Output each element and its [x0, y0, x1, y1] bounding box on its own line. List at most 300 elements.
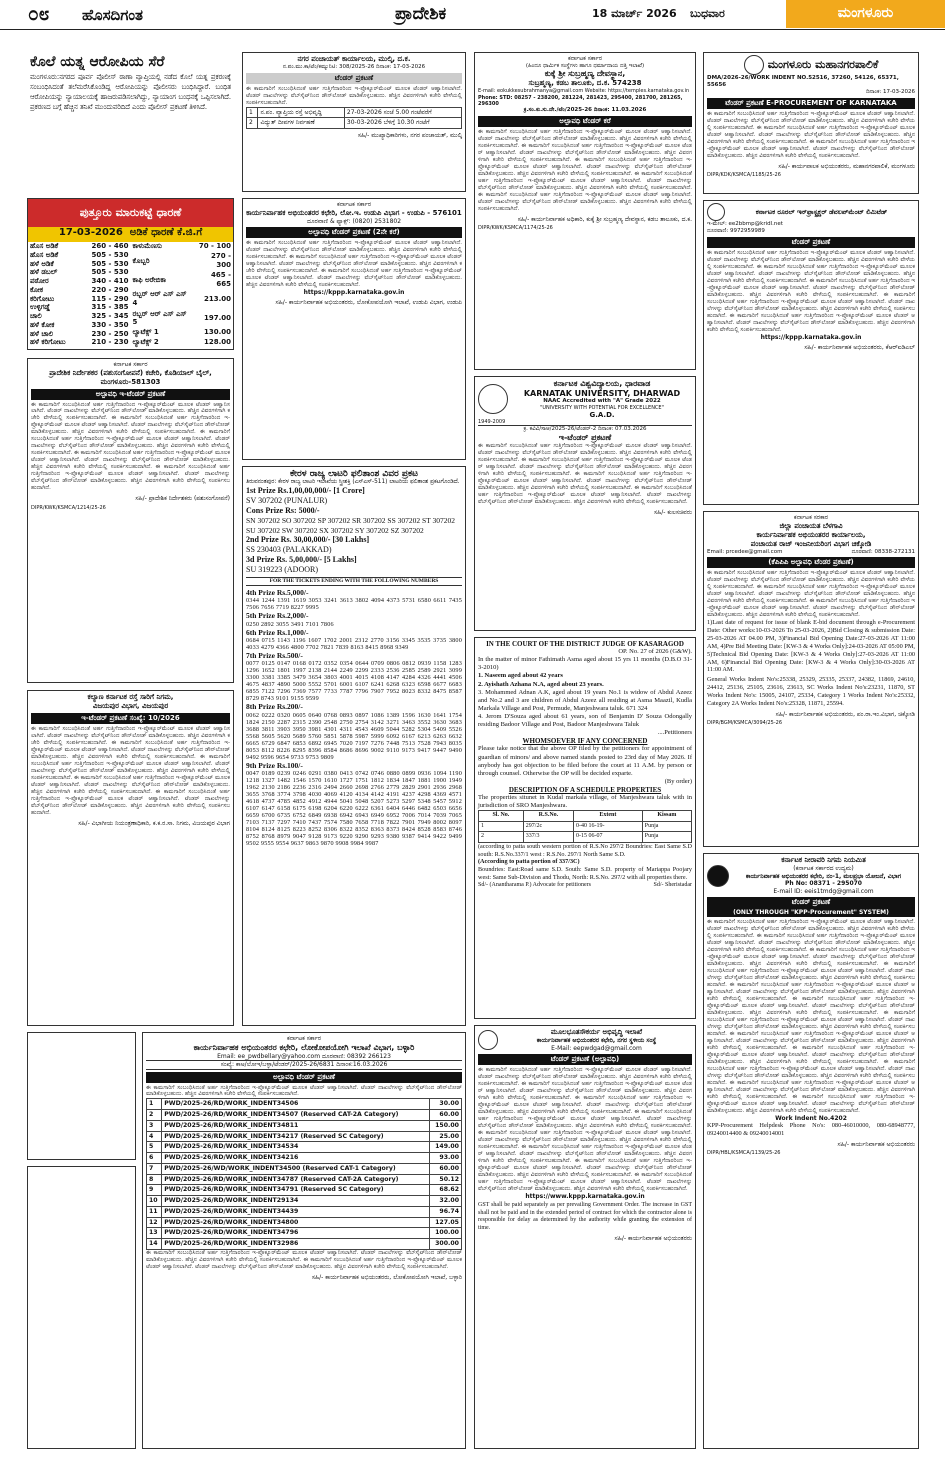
table-cell: 8 — [147, 1174, 162, 1185]
notice-date: ದಿನಾಂಕ: 17-03-2026 — [865, 88, 915, 95]
first-prize: 1st Prize Rs.1,00,00,000/- [1 Crore] — [246, 486, 365, 496]
table-row — [131, 290, 234, 309]
news-headline: ಕೊಲೆ ಯತ್ನ ಆರೋಪಿಯ ಸೆರೆ — [30, 54, 165, 70]
table-row — [147, 1163, 462, 1174]
table-row — [479, 832, 692, 843]
schedule-table — [478, 810, 692, 843]
notice-band: ಟೆಂಡರ್ ಪ್ರಕಟಣೆ — [707, 237, 915, 248]
notice-ref: ಸಂಖ್ಯೆ: ಕಾಅ/ಲೋಇ/ಬಳ್ಳಾ/ಟೆಂಡರ್/2025-26/6831 ದಿನಾಂಕ:16.03.2026 — [146, 1060, 462, 1070]
notice-signature: ಸಹಿ/- ಕಾರ್ಯಪಾಲಕ ಅಭಿಯಂತರರು, ಮಹಾನಗರಪಾಲಿಕೆ, ಮಂಗಳೂರು — [778, 162, 915, 170]
notice-kukke-temple — [474, 52, 696, 370]
table-header-cell: Kissam — [642, 811, 691, 822]
table-row — [147, 1142, 462, 1153]
table-cell: PWD/2025-26/RD/WORK_INDENT34217 (Reserved SC Category) — [162, 1131, 429, 1142]
table-cell: ಕೋಕ — [30, 285, 44, 294]
notice-table — [246, 107, 462, 129]
table-cell: Punja — [642, 821, 691, 832]
notice-address: ಸುಬ್ರಹ್ಮಣ್ಯ, ಕಡಬ ತಾಲೂಕು, ದ.ಕ. 574238 — [528, 79, 642, 88]
table-cell: PWD/2025-26/RD/WORK_INDENT34811 — [162, 1120, 429, 1131]
table-cell: PWD/2025-26/RD/WORK_INDENT34796 — [162, 1228, 429, 1239]
market-table-right — [131, 242, 234, 347]
notice-zp-belagavi — [703, 511, 919, 847]
table-cell: 30-03-2026 ಬೆಳಿಗ್ಗೆ 10.30 ಗಂಟೆಗೆ — [344, 118, 461, 129]
notice-signature: ಸಹಿ/- ಕಾರ್ಯನಿರ್ವಾಹಕ ಅಧಿಕಾರಿ, ಕುಕ್ಕೆ ಶ್ರೀ ಸುಬ್ರಹ್ಮಣ್ಯ ದೇವಸ್ಥಾನ, ಕಡಬ ತಾಲೂಕು, ದ.ಕ. — [517, 215, 692, 223]
table-cell: Punja — [642, 832, 691, 843]
table-cell: 30.00 — [429, 1099, 461, 1110]
notice-title: ಕಾರ್ಯನಿರ್ವಾಹಕ ಅಭಿಯಂತರರ ಕಛೇರಿ, ಲೋಕೋಪಯೋಗಿ ಇಲಾಖೆ ವಿಭಾಗ, ಬಳ್ಳಾರಿ — [193, 1042, 415, 1052]
table-cell: ರಬ್ಬರ್ ಆರ್ ಎಸ್ ಎಸ್ 4 — [132, 290, 187, 308]
notice-body: ಈ ಕಾಮಗಾರಿಗೆ ಸಂಬಂಧಿಸಿದಂತೆ ಅರ್ಹ ಗುತ್ತಿಗೆದಾರರಿಂದ ಇ-ಪ್ರೊಕ್ಯೂರ್‌ಮೆಂಟ್ ಮೂಲಕ ಟೆಂಡರ್ ಆಹ್ವಾನಿಸಲಾಗಿದೆ. ಟೆಂಡರ್ ದಾಖಲೆಗಳನ್ನು ವೆಬ್‌ಸೈಟ್‌ನಿಂದ ಡೌನ್‌ಲೋಡ್ ಮಾಡಿಕೊಳ್ಳಬಹುದು. ಹೆಚ್ಚಿನ ವಿವರಗಳಿಗಾಗಿ ಕಚೇರಿ ವೇಳೆಯಲ್ಲಿ ಸಂಪರ್ಕಿಸಬಹುದಾಗಿದೆ. ಈ ಕಾಮಗಾರಿಗೆ ಸಂಬಂಧಿಸಿದಂತೆ ಅರ್ಹ ಗುತ್ತಿಗೆದಾರರಿಂದ ಇ-ಪ್ರೊಕ್ಯೂರ್‌ಮೆಂಟ್ ಮೂಲಕ ಟೆಂಡರ್ ಆಹ್ವಾನಿಸಲಾಗಿದೆ. ಟೆಂಡರ್ ದಾಖಲೆಗಳನ್ನು ವೆಬ್‌ಸೈಟ್‌ನಿಂದ ಡೌನ್‌ಲೋಡ್ ಮಾಡಿಕೊಳ್ಳಬಹುದು. ಹೆಚ್ಚಿನ ವಿವರಗಳಿಗಾಗಿ ಕಚೇರಿ ವೇಳೆಯಲ್ಲಿ ಸಂಪರ್ಕಿಸಬಹುದಾಗಿದೆ. ಈ ಕಾಮಗಾರಿಗೆ ಸಂಬಂಧಿಸಿದಂತೆ ಅರ್ಹ ಗುತ್ತಿಗೆದಾರರಿಂದ ಇ-ಪ್ರೊಕ್ಯೂರ್‌ಮೆಂಟ್ ಮೂಲಕ ಟೆಂಡರ್ ಆಹ್ವಾನಿಸಲಾಗಿದೆ. ಟೆಂಡರ್ ದಾಖಲೆಗಳನ್ನು ವೆಬ್‌ಸೈಟ್‌ನಿಂದ ಡೌನ್‌ಲೋಡ್ ಮಾಡಿಕೊಳ್ಳಬಹುದು. ಹೆಚ್ಚಿನ ವಿವರಗಳಿಗಾಗಿ ಕಚೇರಿ ವೇಳೆಯಲ್ಲಿ ಸಂಪರ್ಕಿಸಬಹುದಾಗಿದೆ. ಈ ಕಾಮಗಾರಿಗೆ ಸಂಬಂಧಿಸಿದಂತೆ ಅರ್ಹ ಗುತ್ತಿಗೆದಾರರಿಂದ ಇ-ಪ್ರೊಕ್ಯೂರ್‌ಮೆಂಟ್ ಮೂಲಕ ಟೆಂಡರ್ ಆಹ್ವಾನಿಸಲಾಗಿದೆ. ಟೆಂಡರ್ ದಾಖಲೆಗಳನ್ನು ವೆಬ್‌ಸೈಟ್‌ನಿಂದ ಡೌನ್‌ಲೋಡ್ ಮಾಡಿಕೊಳ್ಳಬಹುದು. ಹೆಚ್ಚಿನ ವಿವರಗಳಿಗಾಗಿ ಕಚೇರಿ ವೇಳೆಯಲ್ಲಿ ಸಂಪರ್ಕಿಸಬಹುದಾಗಿದೆ. ಈ ಕಾಮಗಾರಿಗೆ ಸಂಬಂಧಿಸಿದಂತೆ ಅರ್ಹ ಗುತ್ತಿಗೆದಾರರಿಂದ ಇ-ಪ್ರೊಕ್ಯೂರ್‌ಮೆಂಟ್ ಮೂಲಕ ಟೆಂಡರ್ ಆಹ್ವಾನಿಸಲಾಗಿದೆ. ಟೆಂಡರ್ ದಾಖಲೆಗಳನ್ನು ವೆಬ್‌ಸೈಟ್‌ನಿಂದ ಡೌನ್‌ಲೋಡ್ ಮಾಡಿಕೊಳ್ಳಬಹುದು. ಹೆಚ್ಚಿನ ವಿವರಗಳಿಗಾಗಿ ಕಚೇರಿ ವೇಳೆಯಲ್ಲಿ ಸಂಪರ್ಕಿಸಬಹುದಾಗಿದೆ. — [31, 401, 230, 492]
notice-animal-husbandry — [27, 358, 234, 683]
table-cell: 70 - 100 — [198, 242, 231, 251]
table-cell: 115 - 290 — [91, 294, 129, 303]
party-3: 3. Mohammed Adnan A.K, aged about 19 years No.1 is widow of Abdul Azeez and No.2 and 3 are children of Abdul Azeez all residing at Asma Maazil, Kudla Markala Village and Post, Permude, Manjeshwara taluk. 671 324 — [478, 688, 692, 712]
table-cell: PWD/2025-26/RD/WORK_INDENT34800 — [162, 1217, 429, 1228]
table-cell: 127.05 — [429, 1217, 461, 1228]
table-cell: 14 — [147, 1239, 162, 1250]
table-cell: 60.00 — [429, 1163, 461, 1174]
notice-ref: ಕ್ರ.ಸಂ.ಕು.ಸು.ದೇ./ಟೆಂ/2025-26 ದಿನಾಂಕ: 11.03.2026 — [523, 107, 647, 114]
notice-ref: DIPR/KWK/KSMCA/1214/25-26 — [31, 504, 106, 511]
notice-mulki — [242, 52, 466, 192]
cons-prize: Cons Prize Rs: 5000/- — [246, 506, 320, 516]
table-cell: PWD/2025-26/RD/WORK_INDENT34791 (Reserved SC Category) — [162, 1185, 429, 1196]
established: 1949-2009 — [478, 419, 506, 426]
table-row — [479, 821, 692, 832]
table-cell: ಲ್ಯಾಟೆಕ್ಸ್ 2 — [132, 337, 159, 346]
table-cell: 0-15 06-07 — [574, 832, 643, 843]
notice-intro: ಈ ಕಾಮಗಾರಿಗೆ ಸಂಬಂಧಿಸಿದಂತೆ ಅರ್ಹ ಗುತ್ತಿಗೆದಾರರಿಂದ ಇ-ಪ್ರೊಕ್ಯೂರ್‌ಮೆಂಟ್ ಮೂಲಕ ಟೆಂಡರ್ ಆಹ್ವಾನಿಸಲಾಗಿದೆ. ಟೆಂಡರ್ ದಾಖಲೆಗಳನ್ನು ವೆಬ್‌ಸೈಟ್‌ನಿಂದ ಡೌನ್‌ಲೋಡ್ ಮಾಡಿಕೊಳ್ಳಬಹುದು. ಹೆಚ್ಚಿನ ವಿವರಗಳಿಗಾಗಿ ಕಚೇರಿ ವೇಳೆಯಲ್ಲಿ ಸಂಪರ್ಕಿಸಬಹುದಾಗಿದೆ. — [146, 1084, 462, 1098]
cons-prize-nos: SN 307202 SO 307202 SP 307202 SR 307202 SS 307202 ST 307202 SU 307202 SW 307202 SX 307202 SY 307202 SZ 307202 — [246, 516, 455, 535]
lottery-title: ಕೇರಳ ರಾಜ್ಯ ಲಾಟರಿ ಫಲಿತಾಂಶ ವಿವರ ಪ್ರಕಟ — [290, 469, 418, 479]
table-row — [147, 1174, 462, 1185]
schedule-details: 1)Last date of request for issue of blank E-bid document through e-Procurement Date: Other works:10-03-2026 To 25-03-2026, 2)Bid Closing & submission Date: 25-03-2026 AT 04.00 PM, 3)Financial Bid Opening Date:27-03-2026 AT 11:00 AM, 4)Pre Bid Meeting Date: [KW-3 & 4 Works Only]:24-03-2026 AT 05:00 PM, 5)Technical Bid Opening Date: [KW-3 & 4 Works Only]:27-03-2026 AT 11:00 AM, 6)Financial Bid Opening Date: [KW-3 & 4 Works Only]:30-03-2026 AT 11:00 AM. — [707, 619, 915, 674]
issue-date: 18 ಮಾರ್ಚ್ 2026 — [592, 7, 677, 20]
table-row — [28, 295, 131, 304]
notice-signature: ಸಹಿ/- ಮುಖ್ಯಾಧಿಕಾರಿಗಳು, ನಗರ ಪಂಚಾಯತ್, ಮುಲ್ಕಿ — [357, 131, 462, 139]
table-row — [28, 286, 131, 295]
notice-body: ಈ ಕಾಮಗಾರಿಗೆ ಸಂಬಂಧಿಸಿದಂತೆ ಅರ್ಹ ಗುತ್ತಿಗೆದಾರರಿಂದ ಇ-ಪ್ರೊಕ್ಯೂರ್‌ಮೆಂಟ್ ಮೂಲಕ ಟೆಂಡರ್ ಆಹ್ವಾನಿಸಲಾಗಿದೆ. ಟೆಂಡರ್ ದಾಖಲೆಗಳನ್ನು ವೆಬ್‌ಸೈಟ್‌ನಿಂದ ಡೌನ್‌ಲೋಡ್ ಮಾಡಿಕೊಳ್ಳಬಹುದು. ಹೆಚ್ಚಿನ ವಿವರಗಳಿಗಾಗಿ ಕಚೇರಿ ವೇಳೆಯಲ್ಲಿ ಸಂಪರ್ಕಿಸಬಹುದಾಗಿದೆ. ಈ ಕಾಮಗಾರಿಗೆ ಸಂಬಂಧಿಸಿದಂತೆ ಅರ್ಹ ಗುತ್ತಿಗೆದಾರರಿಂದ ಇ-ಪ್ರೊಕ್ಯೂರ್‌ಮೆಂಟ್ ಮೂಲಕ ಟೆಂಡರ್ ಆಹ್ವಾನಿಸಲಾಗಿದೆ. ಟೆಂಡರ್ ದಾಖಲೆಗಳನ್ನು ವೆಬ್‌ಸೈಟ್‌ನಿಂದ ಡೌನ್‌ಲೋಡ್ ಮಾಡಿಕೊಳ್ಳಬಹುದು. ಹೆಚ್ಚಿನ ವಿವರಗಳಿಗಾಗಿ ಕಚೇರಿ ವೇಳೆಯಲ್ಲಿ ಸಂಪರ್ಕಿಸಬಹುದಾಗಿದೆ. ಈ ಕಾಮಗಾರಿಗೆ ಸಂಬಂಧಿಸಿದಂತೆ ಅರ್ಹ ಗುತ್ತಿಗೆದಾರರಿಂದ ಇ-ಪ್ರೊಕ್ಯೂರ್‌ಮೆಂಟ್ ಮೂಲಕ ಟೆಂಡರ್ ಆಹ್ವಾನಿಸಲಾಗಿದೆ. ಟೆಂಡರ್ ದಾಖಲೆಗಳನ್ನು ವೆಬ್‌ಸೈಟ್‌ನಿಂದ ಡೌನ್‌ಲೋಡ್ ಮಾಡಿಕೊಳ್ಳಬಹುದು. ಹೆಚ್ಚಿನ ವಿವರಗಳಿಗಾಗಿ ಕಚೇರಿ ವೇಳೆಯಲ್ಲಿ ಸಂಪರ್ಕಿಸಬಹುದಾಗಿದೆ. ಈ ಕಾಮಗಾರಿಗೆ ಸಂಬಂಧಿಸಿದಂತೆ ಅರ್ಹ ಗುತ್ತಿಗೆದಾರರಿಂದ ಇ-ಪ್ರೊಕ್ಯೂರ್‌ಮೆಂಟ್ ಮೂಲಕ ಟೆಂಡರ್ ಆಹ್ವಾನಿಸಲಾಗಿದೆ. ಟೆಂಡರ್ ದಾಖಲೆಗಳನ್ನು ವೆಬ್‌ಸೈಟ್‌ನಿಂದ ಡೌನ್‌ಲೋಡ್ ಮಾಡಿಕೊಳ್ಳಬಹುದು. ಹೆಚ್ಚಿನ ವಿವರಗಳಿಗಾಗಿ ಕಚೇರಿ ವೇಳೆಯಲ್ಲಿ ಸಂಪರ್ಕಿಸಬಹುದಾಗಿದೆ. — [478, 443, 692, 506]
notice-head: ಕರ್ನಾಟಕ ಸರ್ಕಾರ — [336, 201, 372, 208]
table-row — [147, 1120, 462, 1131]
table-cell: ಹೊಸ ಅಡಿಕೆ — [30, 242, 59, 250]
notice-band: ಟೆಂಡರ್ ಪ್ರಕಟಣೆ E-PROCUREMENT OF KARNATAKA — [707, 98, 915, 109]
boundaries-3: Boundries: East:Road same S.D. South: Same S.D. property of Mariappa Poojary west: Same Sub-Division and Thodu, North: R.S.No. 297/2 with all properties there. — [478, 866, 692, 881]
party-4: 4. Jerom D'Souza aged about 61 years, son of Benjamin D' Souza Odongally residing Badoor Village and Post, Badoor Manjeshwara Taluk — [478, 713, 692, 729]
notice-band: ಅಲ್ಪಾವಧಿ ಟೆಂಡರ್ ಪ್ರಕಟಣೆ — [146, 1072, 462, 1083]
notice-signature: ಸಹಿ/- ವಿಭಾಗೀಯ ನಿಯಂತ್ರಣಾಧಿಕಾರಿ, ಕ.ಕ.ರ.ಸಾ. ನಿಗಮ, ವಿಜಯಪುರ ವಿಭಾಗ — [78, 819, 230, 827]
sheristadar: Sd/- Sheristadar — [653, 881, 692, 888]
notice-signature: ಸಹಿ/- ಕಾರ್ಯನಿರ್ವಾಹಕ ಅಭಿಯಂತರರು, ಲೋಕೋಪಯೋಗಿ ಇಲಾಖೆ, ಬಳ್ಳಾರಿ — [311, 1273, 462, 1281]
seventh-prize: 7th Prize Rs.500/- — [246, 650, 303, 660]
notice-sub: (ಹಿಂದೂ ಧಾರ್ಮಿಕ ಸಂಸ್ಥೆಗಳು ಹಾಗೂ ಧರ್ಮಾದಾಯ ದತ್ತಿ ಇಲಾಖೆ) — [525, 62, 645, 69]
notice-title: ಪ್ರಾದೇಶಿಕ ನಿರ್ದೇಶಕರ (ಪಶುಸಂಗೋಪನೆ) ಕಚೇರಿ, ಕೊಡಿಯಾಲ್ ಬೈಲ್, ಮಂಗಳೂರು-581303 — [49, 368, 212, 386]
city-tab: ಮಂಗಳೂರು — [786, 0, 945, 28]
table-cell: 7 — [147, 1163, 162, 1174]
work-indent-table — [146, 1098, 462, 1250]
market-date: 17-03-2026 — [58, 227, 123, 238]
matter: In the matter of minor Fathimath Asma aged about 15 yrs 11 months (D.B.O 31-3-2010) — [478, 656, 692, 672]
notice-body: ಈ ಕಾಮಗಾರಿಗೆ ಸಂಬಂಧಿಸಿದಂತೆ ಅರ್ಹ ಗುತ್ತಿಗೆದಾರರಿಂದ ಇ-ಪ್ರೊಕ್ಯೂರ್‌ಮೆಂಟ್ ಮೂಲಕ ಟೆಂಡರ್ ಆಹ್ವಾನಿಸಲಾಗಿದೆ. ಟೆಂಡರ್ ದಾಖಲೆಗಳನ್ನು ವೆಬ್‌ಸೈಟ್‌ನಿಂದ ಡೌನ್‌ಲೋಡ್ ಮಾಡಿಕೊಳ್ಳಬಹುದು. ಹೆಚ್ಚಿನ ವಿವರಗಳಿಗಾಗಿ ಕಚೇರಿ ವೇಳೆಯಲ್ಲಿ ಸಂಪರ್ಕಿಸಬಹುದಾಗಿದೆ. ಈ ಕಾಮಗಾರಿಗೆ ಸಂಬಂಧಿಸಿದಂತೆ ಅರ್ಹ ಗುತ್ತಿಗೆದಾರರಿಂದ ಇ-ಪ್ರೊಕ್ಯೂರ್‌ಮೆಂಟ್ ಮೂಲಕ ಟೆಂಡರ್ ಆಹ್ವಾನಿಸಲಾಗಿದೆ. ಟೆಂಡರ್ ದಾಖಲೆಗಳನ್ನು ವೆಬ್‌ಸೈಟ್‌ನಿಂದ ಡೌನ್‌ಲೋಡ್ ಮಾಡಿಕೊಳ್ಳಬಹುದು. ಹೆಚ್ಚಿನ ವಿವರಗಳಿಗಾಗಿ ಕಚೇರಿ ವೇಳೆಯಲ್ಲಿ ಸಂಪರ್ಕಿಸಬಹುದಾಗಿದೆ. ಈ ಕಾಮಗಾರಿಗೆ ಸಂಬಂಧಿಸಿದಂತೆ ಅರ್ಹ ಗುತ್ತಿಗೆದಾರರಿಂದ ಇ-ಪ್ರೊಕ್ಯೂರ್‌ಮೆಂಟ್ ಮೂಲಕ ಟೆಂಡರ್ ಆಹ್ವಾನಿಸಲಾಗಿದೆ. ಟೆಂಡರ್ ದಾಖಲೆಗಳನ್ನು ವೆಬ್‌ಸೈಟ್‌ನಿಂದ ಡೌನ್‌ಲೋಡ್ ಮಾಡಿಕೊಳ್ಳಬಹುದು. ಹೆಚ್ಚಿನ ವಿವರಗಳಿಗಾಗಿ ಕಚೇರಿ ವೇಳೆಯಲ್ಲಿ ಸಂಪರ್ಕಿಸಬಹುದಾಗಿದೆ. ಈ ಕಾಮಗಾರಿಗೆ ಸಂಬಂಧಿಸಿದಂತೆ ಅರ್ಹ ಗುತ್ತಿಗೆದಾರರಿಂದ ಇ-ಪ್ರೊಕ್ಯೂರ್‌ಮೆಂಟ್ ಮೂಲಕ ಟೆಂಡರ್ ಆಹ್ವಾನಿಸಲಾಗಿದೆ. ಟೆಂಡರ್ ದಾಖಲೆಗಳನ್ನು ವೆಬ್‌ಸೈಟ್‌ನಿಂದ ಡೌನ್‌ಲೋಡ್ ಮಾಡಿಕೊಳ್ಳಬಹುದು. ಹೆಚ್ಚಿನ ವಿವರಗಳಿಗಾಗಿ ಕಚೇರಿ ವೇಳೆಯಲ್ಲಿ ಸಂಪರ್ಕಿಸಬಹುದಾಗಿದೆ. ಈ ಕಾಮಗಾರಿಗೆ ಸಂಬಂಧಿಸಿದಂತೆ ಅರ್ಹ ಗುತ್ತಿಗೆದಾರರಿಂದ ಇ-ಪ್ರೊಕ್ಯೂರ್‌ಮೆಂಟ್ ಮೂಲಕ ಟೆಂಡರ್ ಆಹ್ವಾನಿಸಲಾಗಿದೆ. ಟೆಂಡರ್ ದಾಖಲೆಗಳನ್ನು ವೆಬ್‌ಸೈಟ್‌ನಿಂದ ಡೌನ್‌ಲೋಡ್ ಮಾಡಿಕೊಳ್ಳಬಹುದು. ಹೆಚ್ಚಿನ ವಿವರಗಳಿಗಾಗಿ ಕಚೇರಿ ವೇಳೆಯಲ್ಲಿ ಸಂಪರ್ಕಿಸಬಹುದಾಗಿದೆ. ಈ ಕಾಮಗಾರಿಗೆ ಸಂಬಂಧಿಸಿದಂತೆ ಅರ್ಹ ಗುತ್ತಿಗೆದಾರರಿಂದ ಇ-ಪ್ರೊಕ್ಯೂರ್‌ಮೆಂಟ್ ಮೂಲಕ ಟೆಂಡರ್ ಆಹ್ವಾನಿಸಲಾಗಿದೆ. ಟೆಂಡರ್ ದಾಖಲೆಗಳನ್ನು ವೆಬ್‌ಸೈಟ್‌ನಿಂದ ಡೌನ್‌ಲೋಡ್ ಮಾಡಿಕೊಳ್ಳಬಹುದು. ಹೆಚ್ಚಿನ ವಿವರಗಳಿಗಾಗಿ ಕಚೇರಿ ವೇಳೆಯಲ್ಲಿ ಸಂಪರ್ಕಿಸಬಹುದಾಗಿದೆ. ಈ ಕಾಮಗಾರಿಗೆ ಸಂಬಂಧಿಸಿದಂತೆ ಅರ್ಹ ಗುತ್ತಿಗೆದಾರರಿಂದ ಇ-ಪ್ರೊಕ್ಯೂರ್‌ಮೆಂಟ್ ಮೂಲಕ ಟೆಂಡರ್ ಆಹ್ವಾನಿಸಲಾಗಿದೆ. ಟೆಂಡರ್ ದಾಖಲೆಗಳನ್ನು ವೆಬ್‌ಸೈಟ್‌ನಿಂದ ಡೌನ್‌ಲೋಡ್ ಮಾಡಿಕೊಳ್ಳಬಹುದು. ಹೆಚ್ಚಿನ ವಿವರಗಳಿಗಾಗಿ ಕಚೇರಿ ವೇಳೆಯಲ್ಲಿ ಸಂಪರ್ಕಿಸಬಹುದಾಗಿದೆ. ಈ ಕಾಮಗಾರಿಗೆ ಸಂಬಂಧಿಸಿದಂತೆ ಅರ್ಹ ಗುತ್ತಿಗೆದಾರರಿಂದ ಇ-ಪ್ರೊಕ್ಯೂರ್‌ಮೆಂಟ್ ಮೂಲಕ ಟೆಂಡರ್ ಆಹ್ವಾನಿಸಲಾಗಿದೆ. ಟೆಂಡರ್ ದಾಖಲೆಗಳನ್ನು ವೆಬ್‌ಸೈಟ್‌ನಿಂದ ಡೌನ್‌ಲೋಡ್ ಮಾಡಿಕೊಳ್ಳಬಹುದು. ಹೆಚ್ಚಿನ ವಿವರಗಳಿಗಾಗಿ ಕಚೇರಿ ವೇಳೆಯಲ್ಲಿ ಸಂಪರ್ಕಿಸಬಹುದಾಗಿದೆ. — [478, 1067, 692, 1192]
table-cell: 230 - 250 — [91, 329, 129, 338]
work-indent: Work Indent No.4202 — [775, 1114, 847, 1122]
table-cell: ಚಾಲಿ — [30, 312, 42, 320]
table-header — [479, 811, 692, 822]
notice-head: ಮೂಲಭೂತಸೌಕರ್ಯ ಅಭಿವೃದ್ಧಿ ಇಲಾಖೆ — [550, 1028, 643, 1036]
notice-title: ನಗರ ಪಂಚಾಯತ್ ಕಾರ್ಯಾಲಯ, ಮುಲ್ಕಿ, ದ.ಕ. — [297, 55, 411, 63]
table-row — [28, 260, 131, 269]
university-motto: "UNIVERSITY WITH POTENTIAL FOR EXCELLENCE" — [540, 404, 664, 411]
table-header-cell: Sl. No. — [479, 811, 524, 822]
notice-pwd-udupi — [242, 198, 466, 460]
notice-band: ಟೆಂಡರ್ ಪ್ರಕಟಣೆ — [246, 73, 462, 84]
notice-body: ಈ ಕಾಮಗಾರಿಗೆ ಸಂಬಂಧಿಸಿದಂತೆ ಅರ್ಹ ಗುತ್ತಿಗೆದಾರರಿಂದ ಇ-ಪ್ರೊಕ್ಯೂರ್‌ಮೆಂಟ್ ಮೂಲಕ ಟೆಂಡರ್ ಆಹ್ವಾನಿಸಲಾಗಿದೆ. ಟೆಂಡರ್ ದಾಖಲೆಗಳನ್ನು ವೆಬ್‌ಸೈಟ್‌ನಿಂದ ಡೌನ್‌ಲೋಡ್ ಮಾಡಿಕೊಳ್ಳಬಹುದು. ಹೆಚ್ಚಿನ ವಿವರಗಳಿಗಾಗಿ ಕಚೇರಿ ವೇಳೆಯಲ್ಲಿ ಸಂಪರ್ಕಿಸಬಹುದಾಗಿದೆ. ಈ ಕಾಮಗಾರಿಗೆ ಸಂಬಂಧಿಸಿದಂತೆ ಅರ್ಹ ಗುತ್ತಿಗೆದಾರರಿಂದ ಇ-ಪ್ರೊಕ್ಯೂರ್‌ಮೆಂಟ್ ಮೂಲಕ ಟೆಂಡರ್ ಆಹ್ವಾನಿಸಲಾಗಿದೆ. ಟೆಂಡರ್ ದಾಖಲೆಗಳನ್ನು ವೆಬ್‌ಸೈಟ್‌ನಿಂದ ಡೌನ್‌ಲೋಡ್ ಮಾಡಿಕೊಳ್ಳಬಹುದು. ಹೆಚ್ಚಿನ ವಿವರಗಳಿಗಾಗಿ ಕಚೇರಿ ವೇಳೆಯಲ್ಲಿ ಸಂಪರ್ಕಿಸಬಹುದಾಗಿದೆ. ಈ ಕಾಮಗಾರಿಗೆ ಸಂಬಂಧಿಸಿದಂತೆ ಅರ್ಹ ಗುತ್ತಿಗೆದಾರರಿಂದ ಇ-ಪ್ರೊಕ್ಯೂರ್‌ಮೆಂಟ್ ಮೂಲಕ ಟೆಂಡರ್ ಆಹ್ವಾನಿಸಲಾಗಿದೆ. ಟೆಂಡರ್ ದಾಖಲೆಗಳನ್ನು ವೆಬ್‌ಸೈಟ್‌ನಿಂದ ಡೌನ್‌ಲೋಡ್ ಮಾಡಿಕೊಳ್ಳಬಹುದು. ಹೆಚ್ಚಿನ ವಿವರಗಳಿಗಾಗಿ ಕಚೇರಿ ವೇಳೆಯಲ್ಲಿ ಸಂಪರ್ಕಿಸಬಹುದಾಗಿದೆ. ಈ ಕಾಮಗಾರಿಗೆ ಸಂಬಂಧಿಸಿದಂತೆ ಅರ್ಹ ಗುತ್ತಿಗೆದಾರರಿಂದ ಇ-ಪ್ರೊಕ್ಯೂರ್‌ಮೆಂಟ್ ಮೂಲಕ ಟೆಂಡರ್ ಆಹ್ವಾನಿಸಲಾಗಿದೆ. ಟೆಂಡರ್ ದಾಖಲೆಗಳನ್ನು ವೆಬ್‌ಸೈಟ್‌ನಿಂದ ಡೌನ್‌ಲೋಡ್ ಮಾಡಿಕೊಳ್ಳಬಹುದು. ಹೆಚ್ಚಿನ ವಿವರಗಳಿಗಾಗಿ ಕಚೇರಿ ವೇಳೆಯಲ್ಲಿ ಸಂಪರ್ಕಿಸಬಹುದಾಗಿದೆ. ಈ ಕಾಮಗಾರಿಗೆ ಸಂಬಂಧಿಸಿದಂತೆ ಅರ್ಹ ಗುತ್ತಿಗೆದಾರರಿಂದ ಇ-ಪ್ರೊಕ್ಯೂರ್‌ಮೆಂಟ್ ಮೂಲಕ ಟೆಂಡರ್ ಆಹ್ವಾನಿಸಲಾಗಿದೆ. ಟೆಂಡರ್ ದಾಖಲೆಗಳನ್ನು ವೆಬ್‌ಸೈಟ್‌ನಿಂದ ಡೌನ್‌ಲೋಡ್ ಮಾಡಿಕೊಳ್ಳಬಹುದು. ಹೆಚ್ಚಿನ ವಿವರಗಳಿಗಾಗಿ ಕಚೇರಿ ವೇಳೆಯಲ್ಲಿ ಸಂಪರ್ಕಿಸಬಹುದಾಗಿದೆ. — [707, 249, 916, 333]
market-title: ಪುತ್ತೂರು ಮಾರುಕಟ್ಟೆ ಧಾರಣೆ — [28, 199, 233, 227]
notice-body: Please take notice that the above OP filed by the petitioners for appointment of guardian of minors/ and above named stands posted to 23rd day of May 2026. If anybody has got objection to be filed before the court at 11 A.M. by person or through counsel. Otherwise the OP will be decided exparte. — [478, 745, 692, 777]
notice-url: https://kppp.karnataka.gov.in — [760, 333, 862, 341]
table-cell: ನ.ಪಂ. ವ್ಯಾಪ್ತಿಯ ರಸ್ತೆ ಅಭಿವೃದ್ಧಿ — [258, 107, 344, 118]
table-cell: 2 — [247, 118, 258, 129]
news-body: ಮಂಗಳೂರು:ನಗರದ ಪೂರ್ವ ಪೊಲೀಸ್ ಠಾಣಾ ವ್ಯಾಪ್ತಿಯಲ್ಲಿ ನಡೆದ ಕೊಲೆ ಯತ್ನ ಪ್ರಕರಣಕ್ಕೆ ಸಂಬಂಧಿಸಿದಂತೆ ತಲೆಮರೆಸಿಕೊಂಡಿದ್ದ ಆರೋಪಿಯನ್ನು ಪೊಲೀಸರು ಬಂಧಿಸಿದ್ದಾರೆ. ಬಂಧಿತ ಆರೋಪಿಯನ್ನು ನ್ಯಾಯಾಲಯಕ್ಕೆ ಹಾಜರುಪಡಿಸಲಾಗಿದ್ದು, ನ್ಯಾಯಾಂಗ ಬಂಧನಕ್ಕೆ ಒಪ್ಪಿಸಲಾಗಿದೆ. ಪ್ರಕರಣದ ಬಗ್ಗೆ ಹೆಚ್ಚಿನ ತನಿಖೆ ಮುಂದುವರಿದಿದೆ ಎಂದು ಪೊಲೀಸ್ ಪ್ರಕಟಣೆ ತಿಳಿಸಿದೆ. — [30, 73, 231, 111]
eighth-prize: 8th Prize Rs.200/- — [246, 702, 303, 712]
notice-band: ಅಲ್ಪಾವಧಿ ಇ-ಟೆಂಡರ್ ಪ್ರಕಟಣೆ — [31, 389, 230, 400]
indent-list: General Works Indent No's:25338, 25329, 25335, 25337, 24382, 11869, 24610, 24412, 25136, 25105, 23616, 23613, SC Works Indent No's:23231, 11870, ST Works Indent No's: 15005, 24107, 25334, Category 1 Works Indent No's:25332, Category 2A Works Indent No's:25328, 11871, 25594. — [707, 676, 915, 707]
table-row — [147, 1217, 462, 1228]
notice-email: E-Mail: eepwdgad@gmail.com — [551, 1044, 642, 1052]
table-row — [147, 1185, 462, 1196]
boundaries-2: (According to patta portion of 337/3C) — [478, 858, 580, 866]
corporation-emblem-icon — [744, 55, 764, 75]
table-cell: PWD/2025-26/RD/WORK_INDENT32986 — [162, 1239, 429, 1250]
notice-email: Email: ee_pwdbellary@yahoo.com ದೂರವಾಣಿ: 08392 266123 — [217, 1052, 391, 1060]
table-cell: ಉಳ್ಳಿಗಡ್ಡೆ — [30, 303, 51, 312]
ninth-prize-nos: 0047 0189 0239 0246 0291 0380 0413 0742 0746 0880 0899 0936 1094 1190 1218 1327 1482 1546 1570 1610 1727 1751 1812 1834 1847 1881 1900 1949 1962 2130 2186 2236 2316 2494 2660 2698 2766 2779 2829 2901 2936 2968 3655 3768 3774 3798 4030 4069 4120 4134 4142 4191 4237 4298 4369 4571 4618 4737 4785 4852 4912 4944 5041 5048 5207 5273 5297 5348 5457 5912 6107 6147 6158 6175 6198 6204 6220 6222 6361 6404 6446 6482 6503 6656 6659 6700 6735 6752 6849 6938 6942 6943 6949 6952 7006 7014 7039 7065 7103 7137 7297 7410 7437 7574 7580 7658 7718 7822 7901 7949 8002 8097 8104 8124 8125 8223 8252 8306 8322 8352 8363 8373 8424 8528 8583 8746 8752 8768 8979 9047 9128 9173 9220 9290 9293 9380 9387 9414 9422 9499 9502 9555 9554 9637 9863 9870 9908 9984 9987 — [246, 770, 462, 848]
notice-title: ವಿಜಯಪುರ ವಿಭಾಗ, ವಿಜಯಪುರ — [92, 702, 169, 710]
table-cell: 11 — [147, 1206, 162, 1217]
notice-kridl — [703, 200, 919, 505]
table-cell: 128.00 — [203, 337, 231, 346]
ninth-prize: 9th Prize Rs.100/- — [246, 760, 303, 770]
table-row — [247, 107, 462, 118]
table-cell: ಕಾಫಿ ಅರೇಬಿಕಾ — [132, 275, 166, 284]
schedule-desc: The properties situnet in Kudal markala village, of Manjeshwara taluk with in jurisdiction of SRO Manjeshwara. — [478, 794, 692, 810]
table-header-cell: Extent — [574, 811, 643, 822]
lottery-note: FOR THE TICKETS ENDING WITH THE FOLLOWING NUMBERS — [246, 577, 462, 586]
party-1: 1. Naseem aged about 42 years — [478, 672, 563, 680]
table-cell: 96.74 — [429, 1206, 461, 1217]
lottery-results — [242, 466, 466, 1026]
table-row — [131, 252, 234, 271]
table-cell: PWD/2025-26/RD/WORK_INDENT34439 — [162, 1206, 429, 1217]
second-prize: 2nd Prize Rs. 30,00,000/- [30 Lakhs] — [246, 534, 370, 544]
sixth-prize: 6th Prize Rs.1,000/- — [246, 627, 309, 637]
notice-body: ಈ ಕಾಮಗಾರಿಗೆ ಸಂಬಂಧಿಸಿದಂತೆ ಅರ್ಹ ಗುತ್ತಿಗೆದಾರರಿಂದ ಇ-ಪ್ರೊಕ್ಯೂರ್‌ಮೆಂಟ್ ಮೂಲಕ ಟೆಂಡರ್ ಆಹ್ವಾನಿಸಲಾಗಿದೆ. ಟೆಂಡರ್ ದಾಖಲೆಗಳನ್ನು ವೆಬ್‌ಸೈಟ್‌ನಿಂದ ಡೌನ್‌ಲೋಡ್ ಮಾಡಿಕೊಳ್ಳಬಹುದು. ಹೆಚ್ಚಿನ ವಿವರಗಳಿಗಾಗಿ ಕಚೇರಿ ವೇಳೆಯಲ್ಲಿ ಸಂಪರ್ಕಿಸಬಹುದಾಗಿದೆ. — [246, 85, 462, 106]
table-row — [28, 338, 131, 347]
notice-body: ಈ ಕಾಮಗಾರಿಗೆ ಸಂಬಂಧಿಸಿದಂತೆ ಅರ್ಹ ಗುತ್ತಿಗೆದಾರರಿಂದ ಇ-ಪ್ರೊಕ್ಯೂರ್‌ಮೆಂಟ್ ಮೂಲಕ ಟೆಂಡರ್ ಆಹ್ವಾನಿಸಲಾಗಿದೆ. ಟೆಂಡರ್ ದಾಖಲೆಗಳನ್ನು ವೆಬ್‌ಸೈಟ್‌ನಿಂದ ಡೌನ್‌ಲೋಡ್ ಮಾಡಿಕೊಳ್ಳಬಹುದು. ಹೆಚ್ಚಿನ ವಿವರಗಳಿಗಾಗಿ ಕಚೇರಿ ವೇಳೆಯಲ್ಲಿ ಸಂಪರ್ಕಿಸಬಹುದಾಗಿದೆ. ಈ ಕಾಮಗಾರಿಗೆ ಸಂಬಂಧಿಸಿದಂತೆ ಅರ್ಹ ಗುತ್ತಿಗೆದಾರರಿಂದ ಇ-ಪ್ರೊಕ್ಯೂರ್‌ಮೆಂಟ್ ಮೂಲಕ ಟೆಂಡರ್ ಆಹ್ವಾನಿಸಲಾಗಿದೆ. ಟೆಂಡರ್ ದಾಖಲೆಗಳನ್ನು ವೆಬ್‌ಸೈಟ್‌ನಿಂದ ಡೌನ್‌ಲೋಡ್ ಮಾಡಿಕೊಳ್ಳಬಹುದು. ಹೆಚ್ಚಿನ ವಿವರಗಳಿಗಾಗಿ ಕಚೇರಿ ವೇಳೆಯಲ್ಲಿ ಸಂಪರ್ಕಿಸಬಹುದಾಗಿದೆ. ಈ ಕಾಮಗಾರಿಗೆ ಸಂಬಂಧಿಸಿದಂತೆ ಅರ್ಹ ಗುತ್ತಿಗೆದಾರರಿಂದ ಇ-ಪ್ರೊಕ್ಯೂರ್‌ಮೆಂಟ್ ಮೂಲಕ ಟೆಂಡರ್ ಆಹ್ವಾನಿಸಲಾಗಿದೆ. ಟೆಂಡರ್ ದಾಖಲೆಗಳನ್ನು ವೆಬ್‌ಸೈಟ್‌ನಿಂದ ಡೌನ್‌ಲೋಡ್ ಮಾಡಿಕೊಳ್ಳಬಹುದು. ಹೆಚ್ಚಿನ ವಿವರಗಳಿಗಾಗಿ ಕಚೇರಿ ವೇಳೆಯಲ್ಲಿ ಸಂಪರ್ಕಿಸಬಹುದಾಗಿದೆ. — [707, 110, 916, 159]
issue-day: ಬುಧವಾರ — [690, 7, 725, 20]
table-cell: ಕೊಬ್ಬರಿ — [132, 256, 150, 265]
notice-signature: ಸಹಿ/- ಕಾರ್ಯನಿರ್ವಾಹಕ ಅಭಿಯಂತರರು — [614, 1235, 692, 1243]
notice-head: ಕರ್ನಾಟಕ ಸರ್ಕಾರ — [286, 1035, 322, 1042]
notice-head: ಕಲ್ಯಾಣ ಕರ್ನಾಟಕ ರಸ್ತೆ ಸಾರಿಗೆ ನಿಗಮ, — [87, 693, 174, 701]
table-row — [131, 242, 234, 252]
page-header — [0, 0, 945, 30]
petitioners-label: ....Petitioners — [657, 729, 692, 737]
university-name-kn: ಕರ್ನಾಟಕ ವಿಶ್ವವಿದ್ಯಾಲಯ, ಧಾರವಾಡ — [553, 379, 651, 388]
table-row — [28, 303, 131, 312]
table-row — [147, 1228, 462, 1239]
market-rates — [27, 198, 234, 350]
govt-emblem-icon — [478, 1030, 498, 1050]
notice-title: ಕಾರ್ಯನಿರ್ವಾಹಕ ಅಭಿಯಂತರರ ಕಛೇರಿ, ನಗರ ಸ್ಥಳೀಯ ಸಂಸ್ಥೆ — [536, 1037, 657, 1044]
table-cell: PWD/2025-26/RD/WORK_INDENT34216 — [162, 1153, 429, 1164]
kridl-logo-icon — [707, 203, 725, 221]
table-cell: ಕಾಳುಮೆಣಸು — [132, 242, 162, 251]
table-cell: 505 - 530 — [91, 268, 129, 277]
notice-title: ಕಾರ್ಯನಿರ್ವಾಹಕ ಅಭಿಯಂತರರ ಕಛೇರಿ, ಲೋ.ಇ. ಉಡುಪಿ ವಿಭಾಗ - ಉಡುಪಿ - 576101 — [246, 208, 462, 217]
table-row — [147, 1206, 462, 1217]
table-cell: 315 - 385 — [91, 303, 129, 312]
table-row — [147, 1131, 462, 1142]
table-cell: 60.00 — [429, 1110, 461, 1121]
table-cell: ಹಳೆ ಚಾಲಿ — [30, 329, 54, 338]
table-row — [28, 277, 131, 286]
table-cell: 197.00 — [203, 313, 231, 322]
table-cell: 270 - 300 — [211, 252, 231, 270]
notice-phone: ದೂರವಾಣಿ: 08338-272131 — [851, 548, 915, 555]
notice-title: ಕಾರ್ಯನಿರ್ವಾಹಕ ಅಭಿಯಂತರರ ಕಛೇರಿ, ನಂ-1, ಮಲಪ್ರಭಾ ಯೋಜನೆ, ವಿಭಾಗ — [745, 872, 902, 880]
table-cell: 68.62 — [429, 1185, 461, 1196]
table-cell: 27-03-2026 ಸಂಜೆ 5.00 ಗಂಟೆವರೆಗೆ — [344, 107, 461, 118]
table-cell: 1 — [147, 1099, 162, 1110]
table-cell: 13 — [147, 1228, 162, 1239]
table-row — [28, 242, 131, 251]
notice-body: ಈ ಕಾಮಗಾರಿಗೆ ಸಂಬಂಧಿಸಿದಂತೆ ಅರ್ಹ ಗುತ್ತಿಗೆದಾರರಿಂದ ಇ-ಪ್ರೊಕ್ಯೂರ್‌ಮೆಂಟ್ ಮೂಲಕ ಟೆಂಡರ್ ಆಹ್ವಾನಿಸಲಾಗಿದೆ. ಟೆಂಡರ್ ದಾಖಲೆಗಳನ್ನು ವೆಬ್‌ಸೈಟ್‌ನಿಂದ ಡೌನ್‌ಲೋಡ್ ಮಾಡಿಕೊಳ್ಳಬಹುದು. ಹೆಚ್ಚಿನ ವಿವರಗಳಿಗಾಗಿ ಕಚೇರಿ ವೇಳೆಯಲ್ಲಿ ಸಂಪರ್ಕಿಸಬಹುದಾಗಿದೆ. ಈ ಕಾಮಗಾರಿಗೆ ಸಂಬಂಧಿಸಿದಂತೆ ಅರ್ಹ ಗುತ್ತಿಗೆದಾರರಿಂದ ಇ-ಪ್ರೊಕ್ಯೂರ್‌ಮೆಂಟ್ ಮೂಲಕ ಟೆಂಡರ್ ಆಹ್ವಾನಿಸಲಾಗಿದೆ. ಟೆಂಡರ್ ದಾಖಲೆಗಳನ್ನು ವೆಬ್‌ಸೈಟ್‌ನಿಂದ ಡೌನ್‌ಲೋಡ್ ಮಾಡಿಕೊಳ್ಳಬಹುದು. ಹೆಚ್ಚಿನ ವಿವರಗಳಿಗಾಗಿ ಕಚೇರಿ ವೇಳೆಯಲ್ಲಿ ಸಂಪರ್ಕಿಸಬಹುದಾಗಿದೆ. ಈ ಕಾಮಗಾರಿಗೆ ಸಂಬಂಧಿಸಿದಂತೆ ಅರ್ಹ ಗುತ್ತಿಗೆದಾರರಿಂದ ಇ-ಪ್ರೊಕ್ಯೂರ್‌ಮೆಂಟ್ ಮೂಲಕ ಟೆಂಡರ್ ಆಹ್ವಾನಿಸಲಾಗಿದೆ. ಟೆಂಡರ್ ದಾಖಲೆಗಳನ್ನು ವೆಬ್‌ಸೈಟ್‌ನಿಂದ ಡೌನ್‌ಲೋಡ್ ಮಾಡಿಕೊಳ್ಳಬಹುದು. ಹೆಚ್ಚಿನ ವಿವರಗಳಿಗಾಗಿ ಕಚೇರಿ ವೇಳೆಯಲ್ಲಿ ಸಂಪರ್ಕಿಸಬಹುದಾಗಿದೆ. — [707, 570, 916, 619]
table-row — [28, 251, 131, 260]
fourth-prize-nos: 0344 1244 1391 1619 3053 3241 3613 3802 4094 4373 5731 6580 6611 7435 7506 7656 7719 8227 9995 — [246, 597, 462, 612]
table-cell: 6 — [147, 1153, 162, 1164]
notice-url: https://www.kppp.karnataka.gov.in — [525, 1192, 645, 1200]
eighth-prize-nos: 0062 0222 0320 0605 0640 0768 0893 0897 1086 1389 1596 1630 1641 1754 1824 2150 2287 2315 2390 2548 2750 2754 3142 3271 3463 3552 3630 3683 3688 3811 3903 3950 3981 4301 4311 4543 4609 5044 5282 5304 5409 5526 5568 5605 5620 5689 5760 5851 5878 5987 5999 6092 6167 6213 6263 6632 6665 6729 6847 6853 6892 6945 7020 7197 7276 7448 7513 7528 7943 8035 8053 8112 8226 8295 8396 8584 8686 8696 9002 9110 9173 9417 9447 9490 9492 9596 9654 9733 9753 9809 — [246, 711, 462, 761]
notice-signature: ಸಹಿ/- ಕಾರ್ಯನಿರ್ವಾಹಕ ಅಭಿಯಂತರರು — [837, 1140, 915, 1148]
news-article — [27, 52, 234, 192]
notice-karnatak-university — [474, 376, 696, 631]
table-cell: 340 - 410 — [91, 277, 129, 285]
notice-ref: DMA/2026-26/WORK INDENT NO.52516, 37260, 54126, 65371, 55656 — [707, 75, 899, 88]
notice-email: ಇ-ಮೇಲ್: ee2bbmp@kridl.net — [707, 221, 783, 227]
market-subtitle: ಅಡಿಕೆ ಧಾರಣೆ ಕೆ.ಜಿ.ಗೆ — [129, 227, 203, 238]
notice-email: Email: prcedee@gmail.com — [707, 548, 783, 555]
second-prize-no: SS 230403 (PALAKKAD) — [246, 544, 332, 554]
table-cell: 32.00 — [429, 1196, 461, 1207]
lottery-intro: ತಿರುವನಂತಪುರ: ಕೇರಳ ರಾಜ್ಯ ಲಾಟರಿ ಇಲಾಖೆಯ ಸ್ತ್ರೀಶಕ್ತಿ (ಎಸ್‌ಎಸ್-511) ಲಾಟರಿಯ ಫಲಿತಾಂಶ ಪ್ರಕಟಗೊಂಡಿದೆ. — [246, 479, 460, 485]
table-cell: ವಿದ್ಯುತ್ ದೀಪಗಳ ನಿರ್ವಹಣೆ — [258, 118, 344, 129]
first-prize-no: SV 307202 (PUNALUR) — [246, 496, 328, 506]
table-cell: 0-40 16-19- — [574, 821, 643, 832]
fifth-prize: 5th Prize Rs.2,000/- — [246, 611, 309, 621]
notice-sub: ಜಿಲ್ಲಾ ಪಂಚಾಯತ ಬೆಳಗಾವಿ — [779, 521, 843, 530]
notice-head: ಕರ್ನಾಟಕ ಸರ್ಕಾರ — [567, 55, 603, 62]
table-cell: 1 — [247, 107, 258, 118]
table-cell: ರಬ್ಬರ್ ಆರ್ ಎಸ್ ಎಸ್ 5 — [132, 309, 187, 327]
naac-grade: NAAC Accredited with "A" Grade 2022 — [543, 398, 661, 404]
notice-ref: ಕ್ರ. ಕವಿವಿ/ಸಾಆ/2025-26/ಟೆಂಡರ್-2 ದಿನಾಂಕ: 07.03.2026 — [478, 425, 692, 433]
notice-ref: DIPR/HBL/KSMCA/1139/25-26 — [707, 1150, 781, 1157]
notice-signature: ಸಹಿ/- ಕಾರ್ಯನಿರ್ವಾಹಕ ಅಭಿಯಂತರರು, ಪಂ.ರಾ.ಇಂ.ವಿಭಾಗ, ಚಿಕ್ಕೋಡಿ — [775, 710, 915, 718]
notice-signature: ಸಹಿ/- ಕುಲಸಚಿವರು — [653, 509, 692, 517]
signatures — [478, 882, 692, 890]
table-row — [28, 321, 131, 330]
notice-irrigation — [703, 853, 919, 1449]
table-cell: PWD/2025-26/RD/WORK_INDENT34534 — [162, 1142, 429, 1153]
table-row — [147, 1110, 462, 1121]
notice-ref2: DIPR/KDK/KSMCA/1185/25-26 — [707, 172, 781, 179]
notice-title: ಮಂಗಳೂರು ಮಹಾನಗರಪಾಲಿಕೆ — [767, 58, 879, 71]
table-cell: 2 — [479, 832, 524, 843]
notice-kkrtc — [27, 690, 234, 1026]
table-cell: 50.12 — [429, 1174, 461, 1185]
table-cell: 297/2c — [523, 821, 573, 832]
notice-email: E-mail ID: eeis1tmdg@gmail.com — [773, 887, 874, 895]
notice-signature: ಸಹಿ/- ಕಾರ್ಯನಿರ್ವಾಹಕ ಅಭಿಯಂತರರು, ಕೆಆರ್‌ಐಡಿಎಲ್ — [804, 344, 915, 352]
table-cell: 12 — [147, 1217, 162, 1228]
notice-band: ಅಲ್ಪಾವಧಿ ಟೆಂಡರ್ ಪ್ರಕಟಣೆ (2ನೇ ಕರೆ) — [246, 227, 462, 238]
table-cell: ಪಠೋರ — [30, 277, 49, 285]
whomsoever: WHOMSOEVER IF ANY CONCERNED — [522, 737, 648, 746]
notice-band: ಇ-ಟೆಂಡರ್ ಪ್ರಕಟಣೆ ಸಂಖ್ಯೆ: 10/2026 — [31, 713, 230, 724]
notice-band: (ಕೆಪಿಪಿಪಿ ಅಲ್ಪಾವಧಿ ಟೆಂಡರ ಪ್ರಕಟಣೆ) — [707, 557, 915, 568]
table-cell: ಲ್ಯಾಟೆಕ್ಸ್ 1 — [132, 328, 159, 337]
table-row — [147, 1099, 462, 1110]
table-row — [131, 337, 234, 347]
notice-band2: (ONLY THROUGH "KPP-Procurement" SYSTEM) — [707, 908, 915, 917]
table-cell: 337/3 — [523, 832, 573, 843]
table-row — [131, 309, 234, 328]
table-cell: 150.00 — [429, 1120, 461, 1131]
table-cell: PWD/2025-26/RD/WORK_INDENT34787 (Reserved CAT-2A Category) — [162, 1174, 429, 1185]
table-cell: 260 - 460 — [91, 242, 129, 250]
seventh-prize-nos: 0077 0125 0147 0168 0172 0352 0354 0644 0709 0806 0812 0939 1158 1283 1296 1652 1801 1997 2138 2144 2249 2299 2333 2536 2585 2589 2921 3099 3300 3381 3385 3479 3654 3803 4001 4015 4108 4147 4284 4326 4441 4506 4675 4837 4890 5000 5552 5701 6001 6107 6241 6268 6323 6598 6677 6683 6855 7122 7296 7369 7577 7733 7787 7796 7907 7952 8023 8332 8475 8587 8729 8743 9101 9155 9599 — [246, 660, 462, 703]
fourth-prize: 4th Prize Rs.5,000/- — [246, 587, 309, 597]
table-row — [131, 328, 234, 338]
party-2: 2. Ayishath Azhana N.A, aged about 23 years. — [478, 680, 604, 688]
op-number: OP. No. 27 of 2026 (G&W). — [618, 648, 692, 655]
table-cell: ಹಳೆ ಕೋಕ — [30, 320, 55, 329]
table-cell: 505 - 530 — [91, 259, 129, 268]
table-row — [28, 268, 131, 277]
notice-infrastructure — [474, 1025, 696, 1449]
third-prize: 3d Prize Rs. 5,00,000/- [5 Lakhs] — [246, 554, 357, 564]
table-cell: 3 — [147, 1120, 162, 1131]
notice-signature: ಸಹಿ/- ಕಾರ್ಯನಿರ್ವಾಹಕ ಅಭಿಯಂತರರು, ಲೋಕೋಪಯೋಗಿ ಇಲಾಖೆ, ಉಡುಪಿ ವಿಭಾಗ, ಉಡುಪಿ — [275, 299, 462, 307]
notice-sub2: ಪಂಚಾಯತ ರಾಜ್ ಇಂಜನೀಯರಿಂಗ ವಿಭಾಗ ಚಿಕ್ಕೋಡಿ — [750, 539, 872, 548]
table-cell: 465 - 665 — [211, 271, 231, 289]
table-cell: 213.00 — [203, 294, 231, 303]
notice-mangaluru-corporation — [703, 52, 919, 194]
notice-band: ಅಲ್ಪಾವಧಿ ಟೆಂಡರ್ ಕರೆ — [478, 116, 692, 127]
table-cell: 149.00 — [429, 1142, 461, 1153]
table-row — [131, 271, 234, 290]
contact-row — [707, 549, 915, 556]
table-cell: 4 — [147, 1131, 162, 1142]
table-cell: 2 — [147, 1110, 162, 1121]
table-row — [147, 1196, 462, 1207]
helpdesk: KPP-Procurement Helpdesk Phone No's: 080-46010000, 080-68948777, 09240014400 & 09240014001 — [707, 1122, 915, 1137]
notice-head: ಕರ್ನಾಟಕ ಸರ್ಕಾರ — [113, 361, 148, 368]
table-cell: PWD/2025-26/RD/WORK_INDENT34506 — [162, 1099, 429, 1110]
table-row — [147, 1239, 462, 1250]
table-cell: 1 — [479, 821, 524, 832]
table-cell: ಹಳೆ ಅಡಿಕೆ — [30, 259, 54, 268]
table-cell: 325 - 345 — [91, 312, 129, 320]
notice-phone: Phone: STD: 08257 - 238200, 281224, 281423, 295400, 281700, 281265, 296300 — [478, 94, 683, 107]
section-title: ಪ್ರಾದೇಶಿಕ — [395, 4, 447, 24]
table-cell: 300.00 — [429, 1239, 461, 1250]
masthead-brand: ಹೊಸದಿಗಂತ — [82, 6, 143, 24]
boundaries-1: (according to patta south western portion of R.S.No 297/2 Boundries: East Same S.D south: R.S.No.337/1 west : R.S.No. 297/1 North Same S.D. — [478, 842, 692, 858]
schedule-title: DESCRIPTION OF A SCHEDULE PROPERTIES — [508, 786, 662, 794]
notice-band: ಇ-ಟೆಂಡರ್ ಪ್ರಕಟಣೆ — [558, 433, 612, 443]
notice-title: ಕರ್ನಾಟಕ ರೂರಲ್ ಇನ್‌ಫ್ರಾಸ್ಟ್ರಕ್ಚರ್ ಡೆವಲಪ್‌ಮೆಂಟ್ ಲಿಮಿಟೆಡ್ — [755, 207, 888, 216]
table-row — [247, 118, 462, 129]
notice-head: ಕರ್ನಾಟಕ ನೀರಾವರಿ ನಿಗಮ ನಿಯಮಿತ — [781, 856, 866, 864]
table-cell: ಹಳೆ ಕರಿಗೋಟು — [30, 338, 66, 347]
knnl-logo-icon — [707, 865, 729, 887]
table-cell: ಹೊಸ ಅಡಿಕೆ — [30, 250, 59, 259]
table-row — [28, 330, 131, 339]
notice-title: ಕುಕ್ಕೆ ಶ್ರೀ ಸುಬ್ರಹ್ಮಣ್ಯ ದೇವಸ್ಥಾನ, — [544, 69, 626, 79]
third-prize-no: SU 319223 (ADOOR) — [246, 564, 318, 574]
notice-change-of-name — [27, 1032, 136, 1160]
gst-note: GST shall be paid separately as per prevailing Government Order. The increase in GST shall not be paid and in the extended period of contract for which the contractor alone is responsible for delay as determined by the authority while granting the extension of time. — [478, 1202, 692, 1231]
table-cell: PWD/2025-26/RD/WORK_INDENT34507 (Reserved CAT-2A Category) — [162, 1110, 429, 1121]
by-order: (By order) — [664, 777, 692, 785]
page-number: ೦೮ — [28, 3, 50, 25]
table-cell: 5 — [147, 1142, 162, 1153]
gad: G.A.D. — [589, 411, 615, 420]
notice-pwd-bellary — [142, 1032, 466, 1449]
notice-body: ಈ ಕಾಮಗಾರಿಗೆ ಸಂಬಂಧಿಸಿದಂತೆ ಅರ್ಹ ಗುತ್ತಿಗೆದಾರರಿಂದ ಇ-ಪ್ರೊಕ್ಯೂರ್‌ಮೆಂಟ್ ಮೂಲಕ ಟೆಂಡರ್ ಆಹ್ವಾನಿಸಲಾಗಿದೆ. ಟೆಂಡರ್ ದಾಖಲೆಗಳನ್ನು ವೆಬ್‌ಸೈಟ್‌ನಿಂದ ಡೌನ್‌ಲೋಡ್ ಮಾಡಿಕೊಳ್ಳಬಹುದು. ಹೆಚ್ಚಿನ ವಿವರಗಳಿಗಾಗಿ ಕಚೇರಿ ವೇಳೆಯಲ್ಲಿ ಸಂಪರ್ಕಿಸಬಹುದಾಗಿದೆ. ಈ ಕಾಮಗಾರಿಗೆ ಸಂಬಂಧಿಸಿದಂತೆ ಅರ್ಹ ಗುತ್ತಿಗೆದಾರರಿಂದ ಇ-ಪ್ರೊಕ್ಯೂರ್‌ಮೆಂಟ್ ಮೂಲಕ ಟೆಂಡರ್ ಆಹ್ವಾನಿಸಲಾಗಿದೆ. ಟೆಂಡರ್ ದಾಖಲೆಗಳನ್ನು ವೆಬ್‌ಸೈಟ್‌ನಿಂದ ಡೌನ್‌ಲೋಡ್ ಮಾಡಿಕೊಳ್ಳಬಹುದು. ಹೆಚ್ಚಿನ ವಿವರಗಳಿಗಾಗಿ ಕಚೇರಿ ವೇಳೆಯಲ್ಲಿ ಸಂಪರ್ಕಿಸಬಹುದಾಗಿದೆ. ಈ ಕಾಮಗಾರಿಗೆ ಸಂಬಂಧಿಸಿದಂತೆ ಅರ್ಹ ಗುತ್ತಿಗೆದಾರರಿಂದ ಇ-ಪ್ರೊಕ್ಯೂರ್‌ಮೆಂಟ್ ಮೂಲಕ ಟೆಂಡರ್ ಆಹ್ವಾನಿಸಲಾಗಿದೆ. ಟೆಂಡರ್ ದಾಖಲೆಗಳನ್ನು ವೆಬ್‌ಸೈಟ್‌ನಿಂದ ಡೌನ್‌ಲೋಡ್ ಮಾಡಿಕೊಳ್ಳಬಹುದು. ಹೆಚ್ಚಿನ ವಿವರಗಳಿಗಾಗಿ ಕಚೇರಿ ವೇಳೆಯಲ್ಲಿ ಸಂಪರ್ಕಿಸಬಹುದಾಗಿದೆ. ಈ ಕಾಮಗಾರಿಗೆ ಸಂಬಂಧಿಸಿದಂತೆ ಅರ್ಹ ಗುತ್ತಿಗೆದಾರರಿಂದ ಇ-ಪ್ರೊಕ್ಯೂರ್‌ಮೆಂಟ್ ಮೂಲಕ ಟೆಂಡರ್ ಆಹ್ವಾನಿಸಲಾಗಿದೆ. ಟೆಂಡರ್ ದಾಖಲೆಗಳನ್ನು ವೆಬ್‌ಸೈಟ್‌ನಿಂದ ಡೌನ್‌ಲೋಡ್ ಮಾಡಿಕೊಳ್ಳಬಹುದು. ಹೆಚ್ಚಿನ ವಿವರಗಳಿಗಾಗಿ ಕಚೇರಿ ವೇಳೆಯಲ್ಲಿ ಸಂಪರ್ಕಿಸಬಹುದಾಗಿದೆ. ಈ ಕಾಮಗಾರಿಗೆ ಸಂಬಂಧಿಸಿದಂತೆ ಅರ್ಹ ಗುತ್ತಿಗೆದಾರರಿಂದ ಇ-ಪ್ರೊಕ್ಯೂರ್‌ಮೆಂಟ್ ಮೂಲಕ ಟೆಂಡರ್ ಆಹ್ವಾನಿಸಲಾಗಿದೆ. ಟೆಂಡರ್ ದಾಖಲೆಗಳನ್ನು ವೆಬ್‌ಸೈಟ್‌ನಿಂದ ಡೌನ್‌ಲೋಡ್ ಮಾಡಿಕೊಳ್ಳಬಹುದು. ಹೆಚ್ಚಿನ ವಿವರಗಳಿಗಾಗಿ ಕಚೇರಿ ವೇಳೆಯಲ್ಲಿ ಸಂಪರ್ಕಿಸಬಹುದಾಗಿದೆ. ಈ ಕಾಮಗಾರಿಗೆ ಸಂಬಂಧಿಸಿದಂತೆ ಅರ್ಹ ಗುತ್ತಿಗೆದಾರರಿಂದ ಇ-ಪ್ರೊಕ್ಯೂರ್‌ಮೆಂಟ್ ಮೂಲಕ ಟೆಂಡರ್ ಆಹ್ವಾನಿಸಲಾಗಿದೆ. ಟೆಂಡರ್ ದಾಖಲೆಗಳನ್ನು ವೆಬ್‌ಸೈಟ್‌ನಿಂದ ಡೌನ್‌ಲೋಡ್ ಮಾಡಿಕೊಳ್ಳಬಹುದು. ಹೆಚ್ಚಿನ ವಿವರಗಳಿಗಾಗಿ ಕಚೇರಿ ವೇಳೆಯಲ್ಲಿ ಸಂಪರ್ಕಿಸಬಹುದಾಗಿದೆ. ಈ ಕಾಮಗಾರಿಗೆ ಸಂಬಂಧಿಸಿದಂತೆ ಅರ್ಹ ಗುತ್ತಿಗೆದಾರರಿಂದ ಇ-ಪ್ರೊಕ್ಯೂರ್‌ಮೆಂಟ್ ಮೂಲಕ ಟೆಂಡರ್ ಆಹ್ವಾನಿಸಲಾಗಿದೆ. ಟೆಂಡರ್ ದಾಖಲೆಗಳನ್ನು ವೆಬ್‌ಸೈಟ್‌ನಿಂದ ಡೌನ್‌ಲೋಡ್ ಮಾಡಿಕೊಳ್ಳಬಹುದು. ಹೆಚ್ಚಿನ ವಿವರಗಳಿಗಾಗಿ ಕಚೇರಿ ವೇಳೆಯಲ್ಲಿ ಸಂಪರ್ಕಿಸಬಹುದಾಗಿದೆ. ಈ ಕಾಮಗಾರಿಗೆ ಸಂಬಂಧಿಸಿದಂತೆ ಅರ್ಹ ಗುತ್ತಿಗೆದಾರರಿಂದ ಇ-ಪ್ರೊಕ್ಯೂರ್‌ಮೆಂಟ್ ಮೂಲಕ ಟೆಂಡರ್ ಆಹ್ವಾನಿಸಲಾಗಿದೆ. ಟೆಂಡರ್ ದಾಖಲೆಗಳನ್ನು ವೆಬ್‌ಸೈಟ್‌ನಿಂದ ಡೌನ್‌ಲೋಡ್ ಮಾಡಿಕೊಳ್ಳಬಹುದು. ಹೆಚ್ಚಿನ ವಿವರಗಳಿಗಾಗಿ ಕಚೇರಿ ವೇಳೆಯಲ್ಲಿ ಸಂಪರ್ಕಿಸಬಹುದಾಗಿದೆ. ಈ ಕಾಮಗಾರಿಗೆ ಸಂಬಂಧಿಸಿದಂತೆ ಅರ್ಹ ಗುತ್ತಿಗೆದಾರರಿಂದ ಇ-ಪ್ರೊಕ್ಯೂರ್‌ಮೆಂಟ್ ಮೂಲಕ ಟೆಂಡರ್ ಆಹ್ವಾನಿಸಲಾಗಿದೆ. ಟೆಂಡರ್ ದಾಖಲೆಗಳನ್ನು ವೆಬ್‌ಸೈಟ್‌ನಿಂದ ಡೌನ್‌ಲೋಡ್ ಮಾಡಿಕೊಳ್ಳಬಹುದು. ಹೆಚ್ಚಿನ ವಿವರಗಳಿಗಾಗಿ ಕಚೇರಿ ವೇಳೆಯಲ್ಲಿ ಸಂಪರ್ಕಿಸಬಹುದಾಗಿದೆ. ಈ ಕಾಮಗಾರಿಗೆ ಸಂಬಂಧಿಸಿದಂತೆ ಅರ್ಹ ಗುತ್ತಿಗೆದಾರರಿಂದ ಇ-ಪ್ರೊಕ್ಯೂರ್‌ಮೆಂಟ್ ಮೂಲಕ ಟೆಂಡರ್ ಆಹ್ವಾನಿಸಲಾಗಿದೆ. ಟೆಂಡರ್ ದಾಖಲೆಗಳನ್ನು ವೆಬ್‌ಸೈಟ್‌ನಿಂದ ಡೌನ್‌ಲೋಡ್ ಮಾಡಿಕೊಳ್ಳಬಹುದು. ಹೆಚ್ಚಿನ ವಿವರಗಳಿಗಾಗಿ ಕಚೇರಿ ವೇಳೆಯಲ್ಲಿ ಸಂಪರ್ಕಿಸಬಹುದಾಗಿದೆ. ಈ ಕಾಮಗಾರಿಗೆ ಸಂಬಂಧಿಸಿದಂತೆ ಅರ್ಹ ಗುತ್ತಿಗೆದಾರರಿಂದ ಇ-ಪ್ರೊಕ್ಯೂರ್‌ಮೆಂಟ್ ಮೂಲಕ ಟೆಂಡರ್ ಆಹ್ವಾನಿಸಲಾಗಿದೆ. ಟೆಂಡರ್ ದಾಖಲೆಗಳನ್ನು ವೆಬ್‌ಸೈಟ್‌ನಿಂದ ಡೌನ್‌ಲೋಡ್ ಮಾಡಿಕೊಳ್ಳಬಹುದು. ಹೆಚ್ಚಿನ ವಿವರಗಳಿಗಾಗಿ ಕಚೇರಿ ವೇಳೆಯಲ್ಲಿ ಸಂಪರ್ಕಿಸಬಹುದಾಗಿದೆ. ಈ ಕಾಮಗಾರಿಗೆ ಸಂಬಂಧಿಸಿದಂತೆ ಅರ್ಹ ಗುತ್ತಿಗೆದಾರರಿಂದ ಇ-ಪ್ರೊಕ್ಯೂರ್‌ಮೆಂಟ್ ಮೂಲಕ ಟೆಂಡರ್ ಆಹ್ವಾನಿಸಲಾಗಿದೆ. ಟೆಂಡರ್ ದಾಖಲೆಗಳನ್ನು ವೆಬ್‌ಸೈಟ್‌ನಿಂದ ಡೌನ್‌ಲೋಡ್ ಮಾಡಿಕೊಳ್ಳಬಹುದು. ಹೆಚ್ಚಿನ ವಿವರಗಳಿಗಾಗಿ ಕಚೇರಿ ವೇಳೆಯಲ್ಲಿ ಸಂಪರ್ಕಿಸಬಹುದಾಗಿದೆ. — [707, 919, 916, 1114]
table-cell: ಹಳೆ ಡಬಲ್ — [30, 268, 58, 277]
table-cell: 10 — [147, 1196, 162, 1207]
notice-phone: ದೂರವಾಣಿ: 9972959989 — [707, 227, 765, 234]
notice-email: E-mail: eokukkesubrahmanya@gmail.com Website: https://temples.karnataka.gov.in — [478, 88, 690, 95]
notice-head: ಕರ್ನಾಟಕ ಸರಕಾರ — [793, 514, 829, 521]
court-title: IN THE COURT OF THE DISTRICT JUDGE OF KASARAGOD — [486, 640, 684, 648]
table-cell: PWD/2025-26/RD/WORK_INDENT29134 — [162, 1196, 429, 1207]
table-cell: 220 - 290 — [91, 285, 129, 294]
notice-body: ಈ ಕಾಮಗಾರಿಗೆ ಸಂಬಂಧಿಸಿದಂತೆ ಅರ್ಹ ಗುತ್ತಿಗೆದಾರರಿಂದ ಇ-ಪ್ರೊಕ್ಯೂರ್‌ಮೆಂಟ್ ಮೂಲಕ ಟೆಂಡರ್ ಆಹ್ವಾನಿಸಲಾಗಿದೆ. ಟೆಂಡರ್ ದಾಖಲೆಗಳನ್ನು ವೆಬ್‌ಸೈಟ್‌ನಿಂದ ಡೌನ್‌ಲೋಡ್ ಮಾಡಿಕೊಳ್ಳಬಹುದು. ಹೆಚ್ಚಿನ ವಿವರಗಳಿಗಾಗಿ ಕಚೇರಿ ವೇಳೆಯಲ್ಲಿ ಸಂಪರ್ಕಿಸಬಹುದಾಗಿದೆ. ಈ ಕಾಮಗಾರಿಗೆ ಸಂಬಂಧಿಸಿದಂತೆ ಅರ್ಹ ಗುತ್ತಿಗೆದಾರರಿಂದ ಇ-ಪ್ರೊಕ್ಯೂರ್‌ಮೆಂಟ್ ಮೂಲಕ ಟೆಂಡರ್ ಆಹ್ವಾನಿಸಲಾಗಿದೆ. ಟೆಂಡರ್ ದಾಖಲೆಗಳನ್ನು ವೆಬ್‌ಸೈಟ್‌ನಿಂದ ಡೌನ್‌ಲೋಡ್ ಮಾಡಿಕೊಳ್ಳಬಹುದು. ಹೆಚ್ಚಿನ ವಿವರಗಳಿಗಾಗಿ ಕಚೇರಿ ವೇಳೆಯಲ್ಲಿ ಸಂಪರ್ಕಿಸಬಹುದಾಗಿದೆ. ಈ ಕಾಮಗಾರಿಗೆ ಸಂಬಂಧಿಸಿದಂತೆ ಅರ್ಹ ಗುತ್ತಿಗೆದಾರರಿಂದ ಇ-ಪ್ರೊಕ್ಯೂರ್‌ಮೆಂಟ್ ಮೂಲಕ ಟೆಂಡರ್ ಆಹ್ವಾನಿಸಲಾಗಿದೆ. ಟೆಂಡರ್ ದಾಖಲೆಗಳನ್ನು ವೆಬ್‌ಸೈಟ್‌ನಿಂದ ಡೌನ್‌ಲೋಡ್ ಮಾಡಿಕೊಳ್ಳಬಹುದು. ಹೆಚ್ಚಿನ ವಿವರಗಳಿಗಾಗಿ ಕಚೇರಿ ವೇಳೆಯಲ್ಲಿ ಸಂಪರ್ಕಿಸಬಹುದಾಗಿದೆ. — [246, 240, 462, 288]
notice-phone: Ph No: 08371 - 295070 — [785, 880, 862, 887]
table-cell: 93.00 — [429, 1153, 461, 1164]
notice-ref: ನ.ಪಂ.ಮು.ಕಾ/ಟೆಂ/ಕಮ್ಯುನಿಟಿ: 308/2025-26 ದಿನಾಂಕ: 17-03-2026 — [282, 64, 426, 70]
notice-ref2: DIPR/KWK/KSMCA/1174/25-26 — [478, 225, 553, 232]
table-cell: 130.00 — [203, 328, 231, 337]
table-row — [147, 1153, 462, 1164]
notice-title: ಕಾರ್ಯನಿರ್ವಾಹಕ ಅಭಿಯಂತರರ ಕಾರ್ಯಾಲಯ, — [756, 530, 866, 539]
table-cell: 25.00 — [429, 1131, 461, 1142]
table-cell: 210 - 230 — [91, 338, 129, 347]
notice-sub: (ಕರ್ನಾಟಕ ಸರ್ಕಾರದ ಉದ್ಯಮ) — [793, 865, 854, 872]
notice-body: ಈ ಕಾಮಗಾರಿಗೆ ಸಂಬಂಧಿಸಿದಂತೆ ಅರ್ಹ ಗುತ್ತಿಗೆದಾರರಿಂದ ಇ-ಪ್ರೊಕ್ಯೂರ್‌ಮೆಂಟ್ ಮೂಲಕ ಟೆಂಡರ್ ಆಹ್ವಾನಿಸಲಾಗಿದೆ. ಟೆಂಡರ್ ದಾಖಲೆಗಳನ್ನು ವೆಬ್‌ಸೈಟ್‌ನಿಂದ ಡೌನ್‌ಲೋಡ್ ಮಾಡಿಕೊಳ್ಳಬಹುದು. ಹೆಚ್ಚಿನ ವಿವರಗಳಿಗಾಗಿ ಕಚೇರಿ ವೇಳೆಯಲ್ಲಿ ಸಂಪರ್ಕಿಸಬಹುದಾಗಿದೆ. ಈ ಕಾಮಗಾರಿಗೆ ಸಂಬಂಧಿಸಿದಂತೆ ಅರ್ಹ ಗುತ್ತಿಗೆದಾರರಿಂದ ಇ-ಪ್ರೊಕ್ಯೂರ್‌ಮೆಂಟ್ ಮೂಲಕ ಟೆಂಡರ್ ಆಹ್ವಾನಿಸಲಾಗಿದೆ. ಟೆಂಡರ್ ದಾಖಲೆಗಳನ್ನು ವೆಬ್‌ಸೈಟ್‌ನಿಂದ ಡೌನ್‌ಲೋಡ್ ಮಾಡಿಕೊಳ್ಳಬಹುದು. ಹೆಚ್ಚಿನ ವಿವರಗಳಿಗಾಗಿ ಕಚೇರಿ ವೇಳೆಯಲ್ಲಿ ಸಂಪರ್ಕಿಸಬಹುದಾಗಿದೆ. ಈ ಕಾಮಗಾರಿಗೆ ಸಂಬಂಧಿಸಿದಂತೆ ಅರ್ಹ ಗುತ್ತಿಗೆದಾರರಿಂದ ಇ-ಪ್ರೊಕ್ಯೂರ್‌ಮೆಂಟ್ ಮೂಲಕ ಟೆಂಡರ್ ಆಹ್ವಾನಿಸಲಾಗಿದೆ. ಟೆಂಡರ್ ದಾಖಲೆಗಳನ್ನು ವೆಬ್‌ಸೈಟ್‌ನಿಂದ ಡೌನ್‌ಲೋಡ್ ಮಾಡಿಕೊಳ್ಳಬಹುದು. ಹೆಚ್ಚಿನ ವಿವರಗಳಿಗಾಗಿ ಕಚೇರಿ ವೇಳೆಯಲ್ಲಿ ಸಂಪರ್ಕಿಸಬಹುದಾಗಿದೆ. ಈ ಕಾಮಗಾರಿಗೆ ಸಂಬಂಧಿಸಿದಂತೆ ಅರ್ಹ ಗುತ್ತಿಗೆದಾರರಿಂದ ಇ-ಪ್ರೊಕ್ಯೂರ್‌ಮೆಂಟ್ ಮೂಲಕ ಟೆಂಡರ್ ಆಹ್ವಾನಿಸಲಾಗಿದೆ. ಟೆಂಡರ್ ದಾಖಲೆಗಳನ್ನು ವೆಬ್‌ಸೈಟ್‌ನಿಂದ ಡೌನ್‌ಲೋಡ್ ಮಾಡಿಕೊಳ್ಳಬಹುದು. ಹೆಚ್ಚಿನ ವಿವರಗಳಿಗಾಗಿ ಕಚೇರಿ ವೇಳೆಯಲ್ಲಿ ಸಂಪರ್ಕಿಸಬಹುದಾಗಿದೆ. ಈ ಕಾಮಗಾರಿಗೆ ಸಂಬಂಧಿಸಿದಂತೆ ಅರ್ಹ ಗುತ್ತಿಗೆದಾರರಿಂದ ಇ-ಪ್ರೊಕ್ಯೂರ್‌ಮೆಂಟ್ ಮೂಲಕ ಟೆಂಡರ್ ಆಹ್ವಾನಿಸಲಾಗಿದೆ. ಟೆಂಡರ್ ದಾಖಲೆಗಳನ್ನು ವೆಬ್‌ಸೈಟ್‌ನಿಂದ ಡೌನ್‌ಲೋಡ್ ಮಾಡಿಕೊಳ್ಳಬಹುದು. ಹೆಚ್ಚಿನ ವಿವರಗಳಿಗಾಗಿ ಕಚೇರಿ ವೇಳೆಯಲ್ಲಿ ಸಂಪರ್ಕಿಸಬಹುದಾಗಿದೆ. — [478, 129, 692, 212]
notice-kasaragod-court — [474, 637, 696, 1019]
notice-signature: ಸಹಿ/- ಪ್ರಾದೇಶಿಕ ನಿರ್ದೇಶಕರು (ಪಶುಸಂಗೋಪನೆ) — [135, 495, 230, 503]
notice-phone: ದೂರವಾಣಿ & ಫ್ಯಾಕ್ಸ್: (0820) 2531802 — [306, 217, 402, 225]
market-date-bar — [28, 227, 233, 242]
market-table-left — [28, 242, 131, 347]
table-cell: 505 - 530 — [91, 250, 129, 259]
table-cell: 100.00 — [429, 1228, 461, 1239]
